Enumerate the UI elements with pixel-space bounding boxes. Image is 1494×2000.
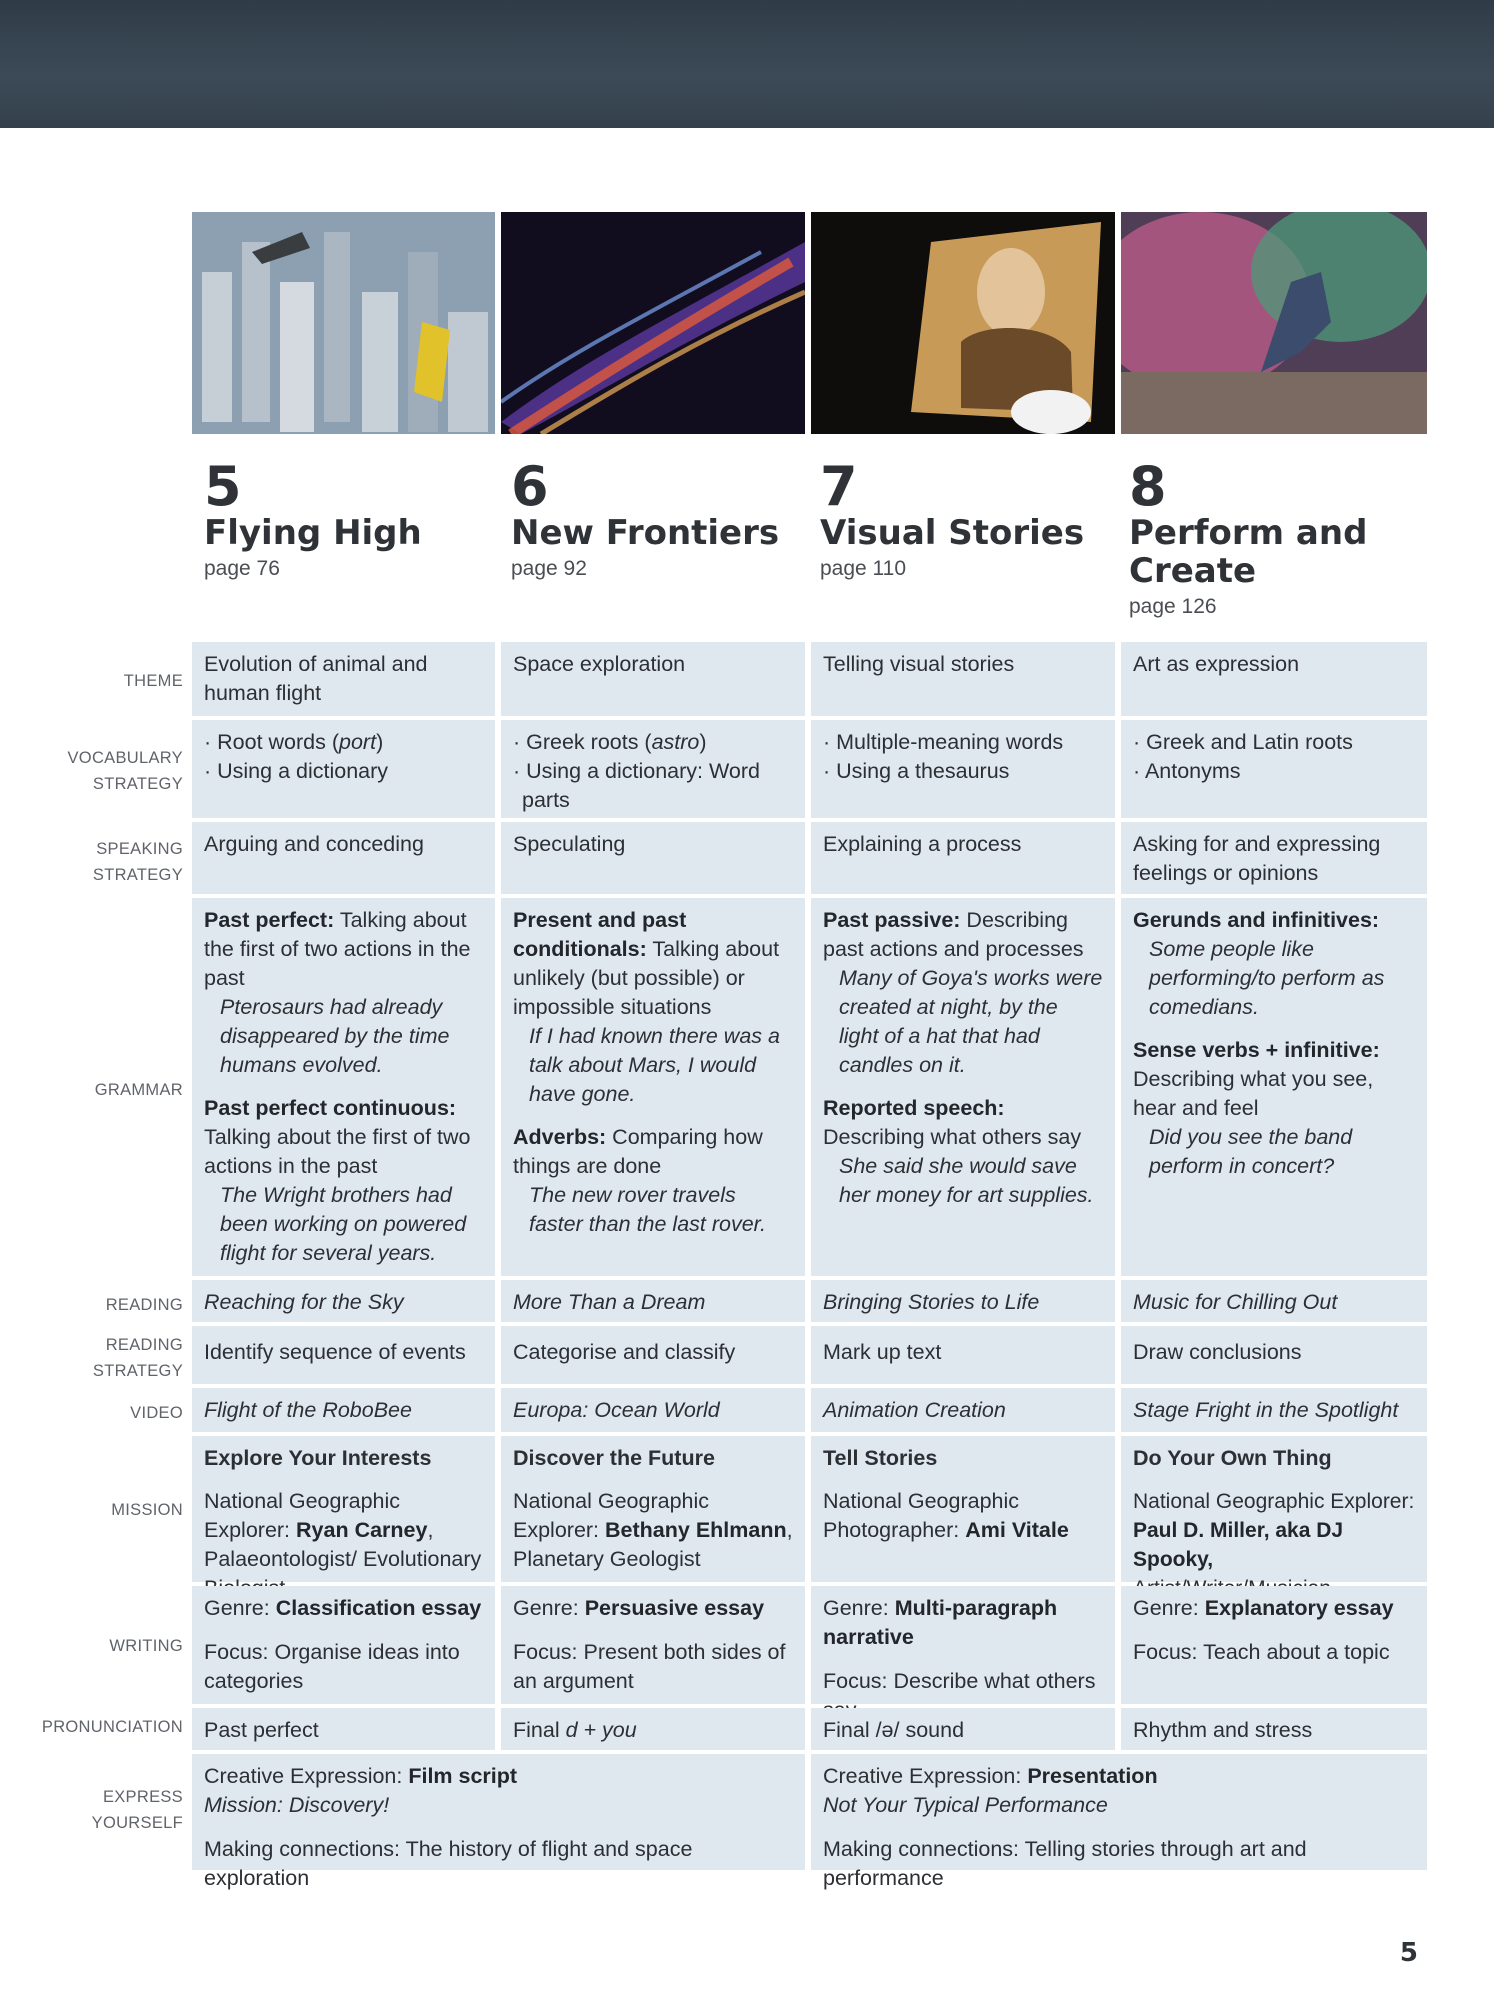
row-label-express-yourself: EXPRESS YOURSELF [91, 1788, 183, 1832]
pronunciation-cell: Rhythm and stress [1121, 1708, 1427, 1750]
row-label-theme: THEME [123, 672, 183, 690]
row-label-pronunciation: PRONUNCIATION [41, 1718, 183, 1736]
top-banner [0, 0, 1494, 128]
unit-8-header [1129, 455, 1389, 622]
reading-cell: Bringing Stories to Life [811, 1280, 1115, 1322]
video-cell: Stage Fright in the Spotlight [1121, 1388, 1427, 1432]
speaking-cell: Speculating [501, 822, 805, 894]
unit-title: New Frontiers [511, 513, 780, 553]
writing-cell: Genre: Explanatory essay Focus: Teach about a topic [1121, 1586, 1427, 1704]
unit-number: 5 [204, 455, 242, 518]
unit-number: 6 [511, 455, 549, 518]
row-label-writing: WRITING [109, 1637, 183, 1655]
unit-page: page 76 [204, 557, 280, 580]
unit-6-header [511, 455, 780, 584]
mission-cell: Explore Your Interests National Geographic Explorer: Ryan Carney, Palaeontologist/ Evolutionary [192, 1436, 495, 1582]
unit-page: page 126 [1129, 595, 1217, 618]
grammar-cell: Past passive: Describing past actions and processes Many of Goya's works were created at night, by the light of a hat that had candles on it. Reported speech: Describing what others say She said she would save her money for art supplies. [811, 898, 1115, 1276]
pronunciation-cell: Past perfect [192, 1708, 495, 1750]
unit-page: page 92 [511, 557, 587, 580]
reading-strategy-cell: Draw conclusions [1121, 1326, 1427, 1384]
grammar-cell: Gerunds and infinitives: Some people like performing/to perform as comedians. Sense verbs + infinitive: Describing what you see, hear and feel Did you see the band perform in concert? [1121, 898, 1427, 1276]
vocabulary-cell: · Greek roots (astro) · Using a dictionary: Word parts [501, 720, 805, 818]
reading-cell: Reaching for the Sky [192, 1280, 495, 1322]
row-label-vocabulary: VOCABULARY STRATEGY [67, 749, 183, 793]
mission-cell: Discover the Future National Geographic Explorer: Bethany Ehlmann, Planetary Geologist [501, 1436, 805, 1582]
video-cell: Flight of the RoboBee [192, 1388, 495, 1432]
pronunciation-cell: Final /ə/ sound [811, 1708, 1115, 1750]
writing-cell: Genre: Multi-paragraph narrative Focus: Describe what others [811, 1586, 1115, 1704]
photo-performer-jump [1121, 212, 1427, 434]
reading-cell: Music for Chilling Out [1121, 1280, 1427, 1322]
grammar-cell: Present and past conditionals: Talking about unlikely (but possible) or impossible situations If I had known there was a talk about Mars, I would have gone. Adverbs: Comparing how things are done The new rover travels faster than the last rover. [501, 898, 805, 1276]
photo-nebula [501, 212, 805, 434]
reading-strategy-cell: Categorise and classify [501, 1326, 805, 1384]
row-label-speaking: SPEAKING STRATEGY [92, 840, 183, 884]
row-label-grammar: GRAMMAR [94, 1081, 183, 1099]
theme-cell: Evolution of animal and human flight [192, 642, 495, 716]
vocabulary-cell: · Multiple-meaning words · Using a thesaurus [811, 720, 1115, 818]
vocabulary-cell: · Root words (port) · Using a dictionary [192, 720, 495, 818]
reading-strategy-cell: Mark up text [811, 1326, 1115, 1384]
row-label-video: VIDEO [130, 1404, 183, 1422]
speaking-cell: Arguing and conceding [192, 822, 495, 894]
speaking-cell: Asking for and expressing feelings or opinions [1121, 822, 1427, 894]
mission-cell: Do Your Own Thing National Geographic Explorer: Paul D. Miller, aka DJ Spooky, [1121, 1436, 1427, 1582]
theme-cell: Space exploration [501, 642, 805, 716]
unit-number: 7 [820, 455, 858, 518]
express-cell-units-7-8: Creative Expression: Presentation Not Your Typical Performance Making connections: Telling stories through art and performance [811, 1754, 1427, 1870]
video-cell: Europa: Ocean World [501, 1388, 805, 1432]
theme-cell: Telling visual stories [811, 642, 1115, 716]
pronunciation-cell: Final d + you [501, 1708, 805, 1750]
row-label-reading: READING [105, 1296, 183, 1314]
unit-number: 8 [1129, 455, 1167, 518]
video-cell: Animation Creation [811, 1388, 1115, 1432]
reading-strategy-cell: Identify sequence of events [192, 1326, 495, 1384]
row-label-mission: MISSION [111, 1501, 183, 1519]
writing-cell: Genre: Classification essay Focus: Organise ideas into categories [192, 1586, 495, 1704]
photo-jetpack-flight [192, 212, 495, 434]
unit-title: Flying High [204, 513, 422, 553]
express-cell-units-5-6: Creative Expression: Film script Mission: Discovery! Making connections: The history of flight and space exploration [192, 1754, 805, 1870]
speaking-cell: Explaining a process [811, 822, 1115, 894]
page-number: 5 [1399, 1938, 1418, 1968]
mission-cell: Tell Stories National Geographic Photographer: Ami Vitale [811, 1436, 1115, 1582]
unit-title: Perform and Create [1129, 513, 1368, 591]
photo-renaissance-portrait [811, 212, 1115, 434]
unit-5-header [204, 455, 422, 584]
vocabulary-cell: · Greek and Latin roots · Antonyms [1121, 720, 1427, 818]
unit-7-header [820, 455, 1085, 584]
unit-title: Visual Stories [820, 513, 1085, 553]
reading-cell: More Than a Dream [501, 1280, 805, 1322]
writing-cell: Genre: Persuasive essay Focus: Present both sides of an argument [501, 1586, 805, 1704]
unit-page: page 110 [820, 557, 907, 580]
grammar-cell: Past perfect: Talking about the first of two actions in the past Pterosaurs had already disappeared by the time humans evolved. Past perfect continuous: Talking about the first of two actions in the past The Wright brothers had been working on powered flight for several years. [192, 898, 495, 1276]
row-label-reading-strategy: READING STRATEGY [92, 1336, 183, 1380]
theme-cell: Art as expression [1121, 642, 1427, 716]
